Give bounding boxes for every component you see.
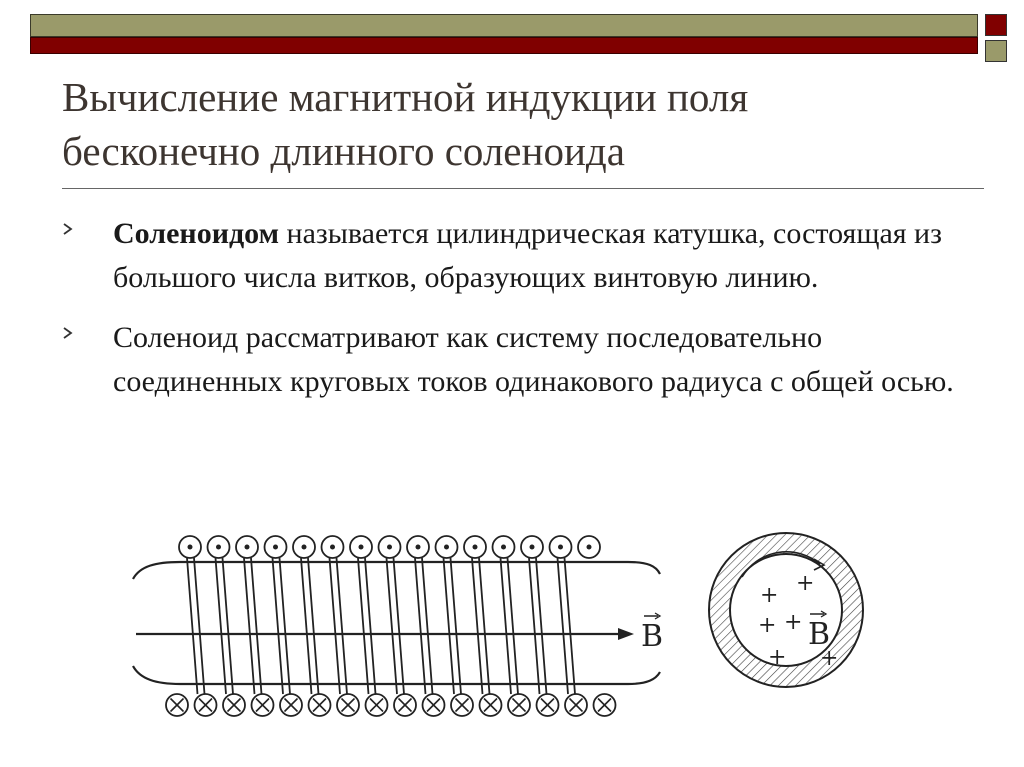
chevron-right-icon: [60, 218, 76, 240]
dot-icon: [558, 545, 563, 550]
field-label: B: [808, 617, 831, 652]
slide-title: [62, 70, 962, 178]
header-olive-stripe: [30, 14, 978, 37]
bullet-item-model: [60, 316, 960, 404]
corner-square-maroon: [985, 14, 1007, 36]
bullet-item-definition: [60, 212, 960, 300]
slide-title-line-2: бесконечно длинного соленоида: [62, 128, 625, 174]
field-label: B: [641, 619, 664, 654]
dot-icon: [216, 545, 221, 550]
plus-mark: +: [784, 610, 803, 635]
bullet-text: [113, 316, 960, 404]
dot-icon: [587, 545, 592, 550]
plus-mark: +: [820, 646, 839, 671]
bullet-list: [60, 212, 960, 420]
header-maroon-stripe: [30, 37, 978, 54]
dot-icon: [416, 545, 421, 550]
solenoid-diagram: [128, 524, 688, 724]
header-decoration-bar: [30, 14, 978, 54]
bullet-body: называется цилиндрическая катушка, состоящая из большого числа витков, образующих винтовую линию.: [113, 217, 942, 294]
dot-icon: [359, 545, 364, 550]
dot-icon: [188, 545, 193, 550]
dot-icon: [530, 545, 535, 550]
field-label-b: [641, 613, 663, 654]
bullet-body: Соленоид рассматривают как систему последовательно соединенных круговых токов одинакового радиуса с общей осью.: [113, 321, 954, 398]
dot-icon: [501, 545, 506, 550]
dot-icon: [387, 545, 392, 550]
slide-title-line-1: Вычисление магнитной индукции поля: [62, 74, 749, 120]
field-lines: [133, 562, 660, 684]
plus-mark: +: [796, 571, 815, 596]
dot-icon: [245, 545, 250, 550]
solenoid-cross-section: [704, 522, 864, 702]
plus-mark: +: [768, 645, 787, 670]
title-divider: [62, 188, 984, 189]
chevron-right-icon: [60, 322, 76, 344]
plus-mark: +: [760, 583, 779, 608]
dot-icon: [330, 545, 335, 550]
corner-square-olive: [985, 40, 1007, 62]
dot-icon: [473, 545, 478, 550]
dot-icon: [273, 545, 278, 550]
dot-icon: [302, 545, 307, 550]
dot-icon: [444, 545, 449, 550]
plus-mark: +: [758, 613, 777, 638]
bullet-text: [113, 212, 960, 300]
bullet-term: Соленоидом: [113, 217, 280, 250]
